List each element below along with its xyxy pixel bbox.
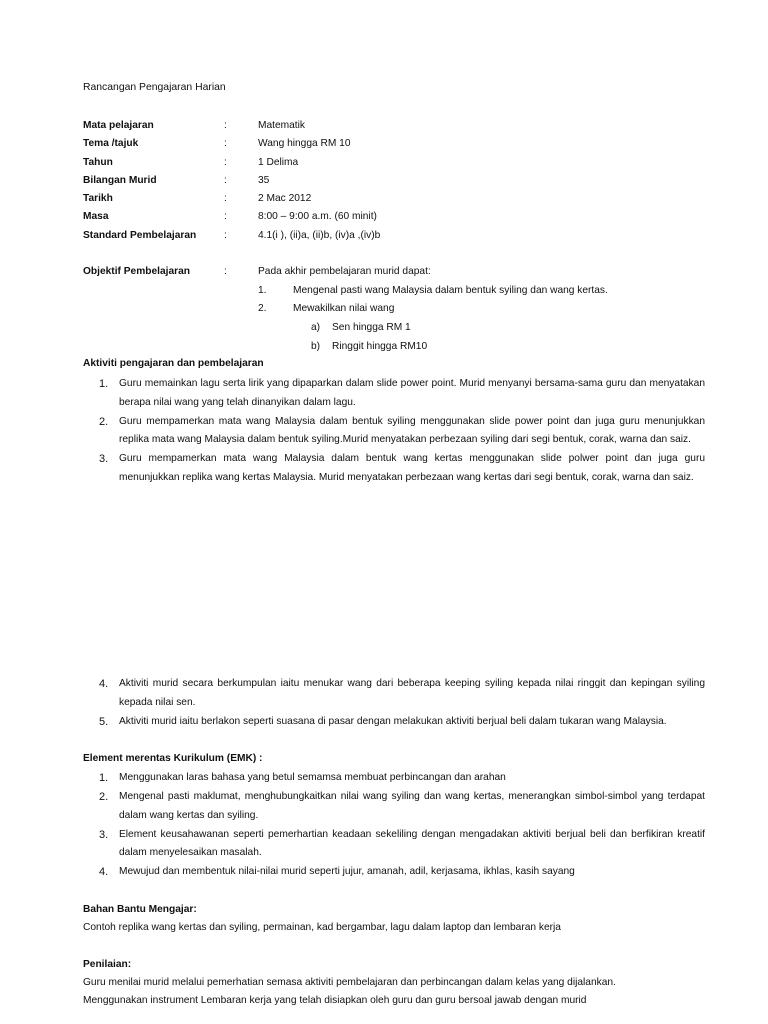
list-item-text: Guru mempamerkan mata wang Malaysia dalam bentuk wang kertas menggunakan slide polwer point dan juga guru menunjukkan replika wang kertas Malaysia. Murid menyatakan perbezaan wang kertas dari segi bentuk, corak, warna dan saiz. [119, 453, 705, 484]
activities-heading: Aktiviti pengajaran dan pembelajaran [83, 358, 264, 369]
materials-heading: Bahan Bantu Mengajar: [83, 904, 197, 915]
info-row-theme [83, 137, 703, 155]
info-row-student-count [83, 174, 703, 192]
assessment-line: Guru menilai murid melalui pemerhatian semasa aktiviti pembelajaran dan perbincangan dalam kelas yang dijalankan. [83, 977, 616, 988]
list-item [83, 826, 705, 863]
info-value: 2 Mac 2012 [258, 193, 312, 205]
info-label: Standard Pembelajaran [83, 229, 197, 241]
list-item [83, 769, 705, 788]
info-row-subject [83, 119, 703, 137]
objective-subitem-text: Sen hingga RM 1 [332, 322, 411, 333]
list-item-text: Guru mempamerkan mata wang Malaysia dalam bentuk syiling menggunakan slide power point dan juga guru menunjukkan replika mata wang Malaysia dalam bentuk syiling.Murid menyatakan perbezaan syiling dari segi bentuk, corak, warna dan saiz. [119, 415, 705, 446]
emk-heading: Element merentas Kurikulum (EMK) : [83, 753, 263, 764]
list-item-text: Aktiviti murid iaitu berlakon seperti suasana di pasar dengan melakukan aktiviti berjual beli dalam tukaran wang Malaysia. [119, 715, 667, 727]
info-label: Bilangan Murid [83, 174, 157, 186]
info-label: Mata pelajaran [83, 120, 154, 131]
info-colon: : [224, 174, 227, 186]
objective-item-number: 1. [258, 284, 267, 296]
objective-subitem-letter: a) [311, 322, 321, 333]
list-item-number: 2. [99, 791, 109, 803]
list-item [83, 863, 705, 882]
info-row-standard [83, 229, 703, 247]
info-value: Wang hingga RM 10 [258, 138, 351, 150]
info-colon: : [224, 120, 227, 131]
list-item [83, 788, 705, 825]
info-label: Tema /tajuk [83, 138, 139, 150]
info-value: 35 [258, 174, 270, 186]
list-item-number: 2. [99, 415, 109, 428]
list-item [83, 413, 705, 450]
list-item [83, 713, 705, 732]
list-item-text: Mengenal pasti maklumat, menghubungkaitkan nilai wang syiling dan wang kertas, menerangkan simbol-simbol yang terdapat dalam wang kertas dan syiling. [119, 791, 705, 821]
info-colon: : [224, 156, 227, 168]
info-value: 8:00 – 9:00 a.m. (60 minit) [258, 211, 377, 223]
list-item-text: Aktiviti murid secara berkumpulan iaitu menukar wang dari beberapa keeping syiling kepada nilai ringgit dan kepingan syiling kepada nilai sen. [119, 678, 705, 708]
list-item-text: Menggunakan laras bahasa yang betul semamsa membuat perbincangan dan arahan [119, 772, 506, 783]
list-item-number: 5. [99, 715, 109, 728]
info-row-year [83, 156, 703, 174]
objective-item-text: Mewakilkan nilai wang [293, 303, 395, 314]
info-row-date [83, 192, 703, 210]
list-item-number: 1. [99, 772, 109, 784]
document-title: Rancangan Pengajaran Harian [83, 82, 226, 93]
assessment-heading: Penilaian: [83, 959, 132, 970]
list-item-number: 4. [99, 678, 109, 690]
list-item-number: 4. [99, 866, 109, 879]
emk-list [83, 769, 705, 882]
objective-colon: : [224, 266, 227, 277]
assessment-line: Menggunakan instrument Lembaran kerja yang telah disiapkan oleh guru dan guru bersoal jawab dengan murid [83, 995, 587, 1006]
list-item [83, 450, 705, 487]
list-item [83, 375, 705, 412]
info-colon: : [224, 138, 227, 150]
info-label: Tahun [83, 156, 113, 168]
objective-item-text: Mengenal pasti wang Malaysia dalam bentuk syiling dan wang kertas. [293, 284, 608, 296]
list-item-text: Mewujud dan membentuk nilai-nilai murid seperti jujur, amanah, adil, kerjasama, ikhlas, kasih sayang [119, 866, 575, 878]
info-table [83, 119, 703, 247]
objective-item-number: 2. [258, 303, 267, 314]
list-item-number: 3. [99, 453, 109, 466]
list-item-text: Element keusahawanan seperti pemerhartian keadaan sekeliling dengan mengadakan aktiviti berjual beli dan berfikiran kreatif dalam menyelesaikan masalah. [119, 828, 705, 859]
objective-intro: Pada akhir pembelajaran murid dapat: [258, 266, 431, 277]
list-item-number: 1. [99, 378, 109, 390]
objective-subitem-text: Ringgit hingga RM10 [332, 341, 428, 352]
info-label: Tarikh [83, 193, 113, 205]
objective-subitem-letter: b) [311, 341, 321, 352]
list-item-number: 3. [99, 828, 109, 841]
info-colon: : [224, 211, 227, 223]
activities-list-part-1 [83, 375, 705, 488]
info-colon: : [224, 229, 227, 241]
list-item [83, 675, 705, 712]
info-value: 4.1(i ), (ii)a, (ii)b, (iv)a ,(iv)b [258, 229, 381, 241]
objective-label: Objektif Pembelajaran [83, 266, 191, 277]
materials-text: Contoh replika wang kertas dan syiling, permainan, kad bergambar, lagu dalam laptop dan lembaran kerja [83, 922, 561, 933]
activities-list-part-2 [83, 675, 705, 731]
info-row-time [83, 210, 703, 228]
info-colon: : [224, 193, 227, 205]
info-label: Masa [83, 211, 109, 223]
list-item-text: Guru memainkan lagu serta lirik yang dipaparkan dalam slide power point. Murid menyanyi bersama-sama guru dan menyatakan berapa nilai wang yang telah dinanyikan dalam lagu. [119, 378, 705, 408]
info-value: 1 Delima [258, 156, 299, 168]
info-value: Matematik [258, 120, 305, 131]
